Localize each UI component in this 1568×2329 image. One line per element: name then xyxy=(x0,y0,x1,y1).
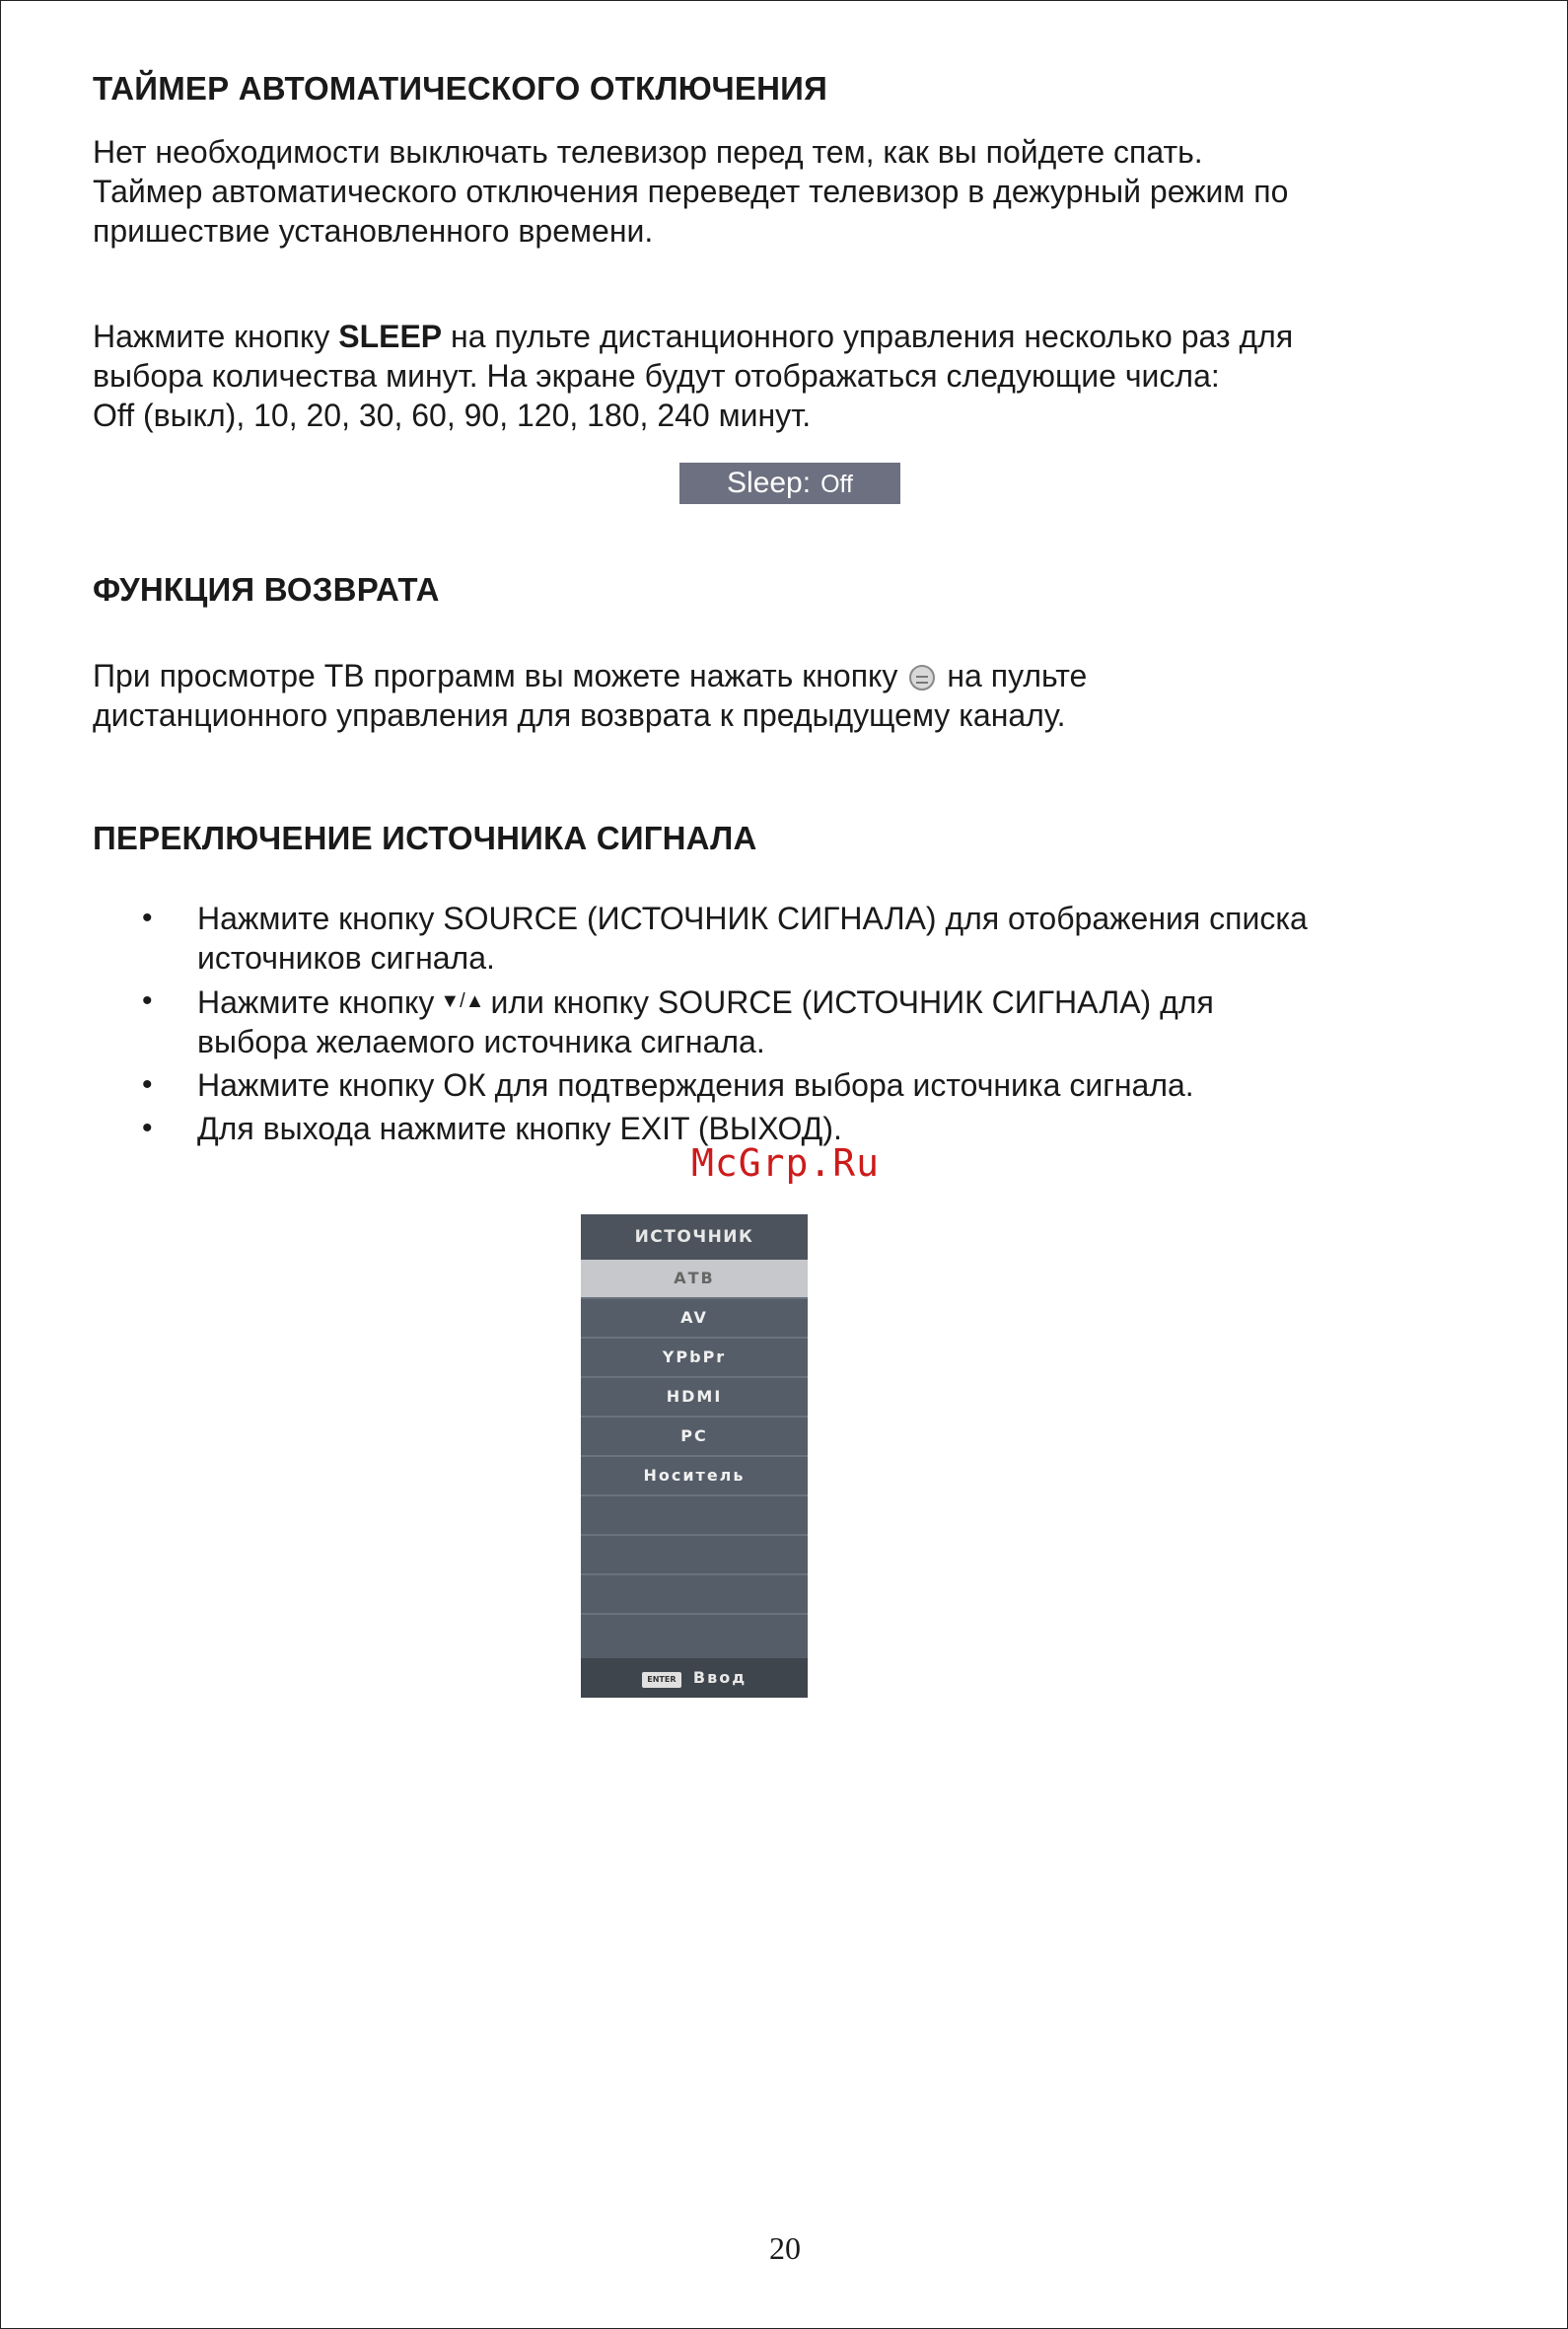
source-menu-title: ИСТОЧНИК xyxy=(581,1214,808,1260)
text-fragment: на пульте xyxy=(947,658,1088,693)
return-paragraph xyxy=(93,656,1493,735)
text-fragment: на пульте дистанционного управления несколько раз для xyxy=(442,319,1294,354)
text-fragment: Нажмите кнопку xyxy=(197,984,435,1020)
sleep-key-name: SLEEP xyxy=(338,319,443,354)
sleep-label: Sleep: xyxy=(727,467,812,499)
text-line: Нажмите кнопку ОК для подтверждения выбора источника сигнала. xyxy=(197,1067,1194,1103)
watermark: McGrp.Ru xyxy=(691,1141,881,1185)
text-fragment: или кнопку SOURCE (ИСТОЧНИК СИГНАЛА) для xyxy=(490,984,1214,1020)
source-item-empty xyxy=(581,1536,808,1575)
source-heading: ПЕРЕКЛЮЧЕНИЕ ИСТОЧНИКА СИГНАЛА xyxy=(93,820,757,856)
text-line: пришествие установленного времени. xyxy=(93,213,654,249)
text-line xyxy=(93,656,1493,695)
list-item xyxy=(93,1065,1503,1105)
sleep-osd-banner xyxy=(679,463,900,504)
source-menu-footer xyxy=(581,1658,808,1698)
timer-paragraph-1 xyxy=(93,132,1493,251)
text-line: Off (выкл), 10, 20, 30, 60, 90, 120, 180, 240 минут. xyxy=(93,398,812,433)
text-fragment: Нажмите кнопку xyxy=(93,319,339,354)
text-line: • Нажмите кнопку SOURCE (ИСТОЧНИК СИГНАЛА) для отображения списка xyxy=(197,901,1308,936)
page-number: 20 xyxy=(769,2230,801,2266)
source-item-empty xyxy=(581,1575,808,1615)
text-line: Таймер автоматического отключения переведет телевизор в дежурный режим по xyxy=(93,174,1289,209)
source-menu-osd xyxy=(581,1214,808,1698)
source-steps-list xyxy=(93,899,1503,1152)
source-item-empty xyxy=(581,1496,808,1536)
timer-paragraph-2 xyxy=(93,317,1493,435)
source-item-atv[interactable]: АТВ xyxy=(581,1260,808,1299)
return-heading: ФУНКЦИЯ ВОЗВРАТА xyxy=(93,571,440,608)
sleep-value: Off xyxy=(820,471,853,498)
text-line: дистанционного управления для возврата к предыдущему каналу. xyxy=(93,697,1066,733)
source-item-pc[interactable]: PC xyxy=(581,1418,808,1457)
timer-heading: ТАЙМЕР АВТОМАТИЧЕСКОГО ОТКЛЮЧЕНИЯ xyxy=(93,70,828,107)
text-line xyxy=(93,317,1493,356)
enter-key-icon: ENTER xyxy=(642,1672,681,1688)
text-line: Для выхода нажмите кнопку EXIT (ВЫХОД). xyxy=(197,1111,842,1146)
source-item-ypbpr[interactable]: YPbPr xyxy=(581,1339,808,1378)
text-line: источников сигнала. xyxy=(197,940,495,976)
text-line: выбора количества минут. На экране будут отображаться следующие числа: xyxy=(93,358,1220,394)
list-item xyxy=(93,899,1503,978)
text-line: Нет необходимости выключать телевизор перед тем, как вы пойдете спать. xyxy=(93,134,1203,170)
enter-hint-label: Ввод xyxy=(692,1668,748,1687)
list-item xyxy=(93,982,1503,1061)
source-item-hdmi[interactable]: HDMI xyxy=(581,1378,808,1418)
source-item-av[interactable]: AV xyxy=(581,1299,808,1339)
down-up-arrow-icon: ▼/▲ xyxy=(440,990,485,1012)
source-item-media[interactable]: Носитель xyxy=(581,1457,808,1496)
return-button-icon xyxy=(909,665,935,691)
text-line xyxy=(197,982,1503,1022)
text-fragment: При просмотре ТВ программ вы можете нажать кнопку xyxy=(93,658,898,693)
text-line: выбора желаемого источника сигнала. xyxy=(197,1024,765,1059)
